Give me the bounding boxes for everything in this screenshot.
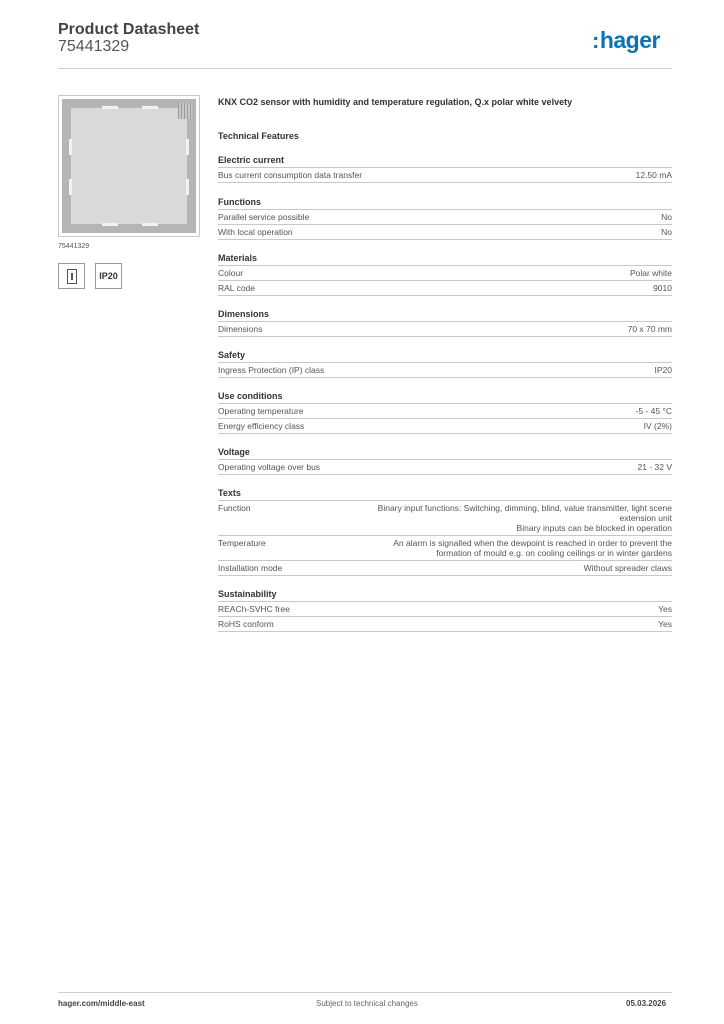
spec-value — [658, 604, 672, 614]
spec-label: REACh-SVHC free — [218, 604, 290, 614]
frame-notch — [102, 223, 118, 226]
device-symbol-icon — [67, 269, 77, 284]
spec-label: Ingress Protection (IP) class — [218, 365, 325, 375]
spec-section — [218, 488, 672, 576]
spec-value-text: -5 - 45 °C — [635, 406, 672, 416]
spec-label: RAL code — [218, 283, 256, 293]
sensor-grille-icon — [178, 103, 192, 119]
spec-section — [218, 155, 672, 183]
spec-label: Colour — [218, 268, 244, 278]
spec-sections — [218, 155, 672, 632]
spec-row — [218, 404, 672, 419]
spec-row — [218, 419, 672, 434]
frame-notch — [69, 179, 72, 195]
spec-row — [218, 460, 672, 475]
spec-row — [218, 536, 672, 561]
section-heading: Sustainability — [218, 589, 672, 602]
spec-label: Bus current consumption data transfer — [218, 170, 363, 180]
spec-value — [638, 462, 673, 472]
frame-notch — [186, 179, 189, 195]
spec-row — [218, 168, 672, 183]
spec-value-text: 21 - 32 V — [637, 462, 672, 472]
section-heading: Voltage — [218, 447, 672, 460]
footer-website: hager.com/middle-east — [58, 999, 145, 1008]
spec-value-text: IP20 — [654, 365, 672, 375]
spec-section — [218, 253, 672, 296]
frame-notch — [102, 106, 118, 109]
spec-section — [218, 589, 672, 632]
product-image — [58, 95, 200, 237]
spec-value — [661, 227, 672, 237]
spec-value-text: No — [661, 212, 672, 222]
spec-label: Dimensions — [218, 324, 263, 334]
spec-value-text: IV (2%) — [643, 421, 672, 431]
section-heading: Electric current — [218, 155, 672, 168]
spec-value — [658, 619, 672, 629]
spec-value — [628, 324, 672, 334]
spec-section — [218, 350, 672, 378]
spec-section — [218, 309, 672, 337]
switch-rocker — [71, 108, 187, 224]
spec-label: Parallel service possible — [218, 212, 310, 222]
spec-value-text: Polar white — [629, 268, 672, 278]
spec-section — [218, 391, 672, 434]
ip-rating-badge: IP20 — [95, 263, 122, 289]
spec-row — [218, 210, 672, 225]
spec-row — [218, 266, 672, 281]
logo-colon-icon: : — [592, 28, 599, 53]
spec-row — [218, 225, 672, 240]
spec-value-text: No — [661, 227, 672, 237]
spec-value — [630, 268, 672, 278]
spec-value-text: Yes — [658, 604, 672, 614]
page-title: Product Datasheet — [58, 21, 200, 38]
spec-value — [372, 538, 672, 558]
product-title: KNX CO2 sensor with humidity and temperature regulation, Q.x polar white velvety — [218, 97, 573, 107]
section-heading: Functions — [218, 197, 672, 210]
spec-value-text: An alarm is signalled when the dewpoint is reached in order to prevent the formation of mould e.g. on cooling ceilings or in winter gardens — [393, 538, 672, 558]
footer-disclaimer: Subject to technical changes — [316, 999, 418, 1008]
tech-features-heading: Technical Features — [218, 131, 299, 141]
frame-notch — [69, 139, 72, 155]
spec-row — [218, 322, 672, 337]
section-heading: Use conditions — [218, 391, 672, 404]
device-symbol-badge — [58, 263, 85, 289]
footer-date: 05.03.2026 — [626, 999, 667, 1008]
spec-label: Installation mode — [218, 563, 283, 573]
section-heading: Safety — [218, 350, 672, 363]
spec-value — [655, 365, 673, 375]
logo-text: hager — [599, 27, 660, 53]
spec-section — [218, 447, 672, 475]
spec-row — [218, 617, 672, 632]
frame-notch — [186, 139, 189, 155]
frame-notch — [142, 223, 158, 226]
spec-value-text: Without spreader claws — [583, 563, 672, 573]
hager-logo — [592, 27, 660, 54]
spec-label: Energy efficiency class — [218, 421, 305, 431]
spec-value — [372, 503, 672, 533]
footer-divider — [58, 992, 672, 993]
spec-value-text: Yes — [658, 619, 672, 629]
spec-row — [218, 363, 672, 378]
spec-value-text: Binary inputs can be blocked in operation — [516, 523, 672, 533]
spec-label: RoHS conform — [218, 619, 274, 629]
spec-value-text: 12.50 mA — [635, 170, 672, 180]
section-heading: Materials — [218, 253, 672, 266]
spec-value — [644, 421, 672, 431]
section-heading: Texts — [218, 488, 672, 501]
frame-notch — [142, 106, 158, 109]
specs-content — [218, 97, 672, 632]
image-caption: 75441329 — [58, 243, 90, 250]
spec-value — [661, 212, 672, 222]
spec-value-text: Binary input functions: Switching, dimming, blind, value transmitter, light scene extension unit — [377, 503, 672, 523]
spec-row — [218, 501, 672, 536]
spec-label: With local operation — [218, 227, 293, 237]
spec-row — [218, 602, 672, 617]
section-heading: Dimensions — [218, 309, 672, 322]
spec-row — [218, 281, 672, 296]
spec-label: Operating temperature — [218, 406, 304, 416]
spec-label: Function — [218, 503, 251, 513]
spec-label: Operating voltage over bus — [218, 462, 321, 472]
spec-row — [218, 561, 672, 576]
spec-value — [584, 563, 672, 573]
product-code: 75441329 — [58, 38, 130, 55]
spec-value-text: 70 x 70 mm — [627, 324, 672, 334]
spec-value-text: 9010 — [653, 283, 672, 293]
spec-value — [636, 406, 672, 416]
spec-label: Temperature — [218, 538, 266, 548]
spec-value — [653, 283, 672, 293]
spec-value — [636, 170, 672, 180]
header-divider — [58, 68, 672, 69]
switch-frame-icon — [62, 99, 196, 233]
spec-section — [218, 197, 672, 240]
